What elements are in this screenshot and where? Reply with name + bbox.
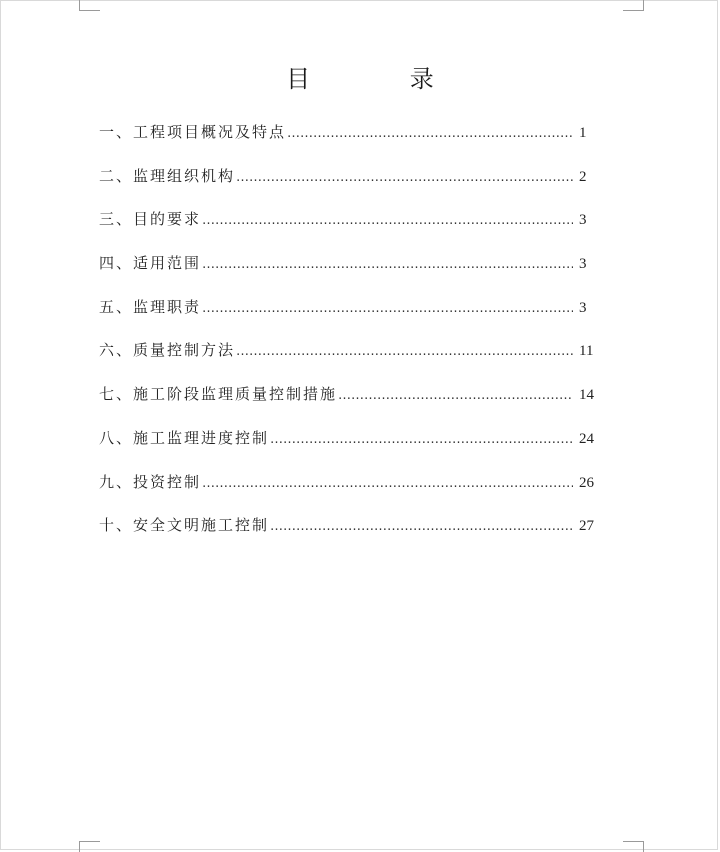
toc-entry-label: 三、目的要求: [99, 210, 202, 229]
toc-entry-page: 3: [579, 299, 587, 316]
toc-entry[interactable]: [99, 471, 597, 515]
toc-entry-label: 七、施工阶段监理质量控制措施: [99, 385, 338, 404]
toc-entry-label: 九、投资控制: [99, 472, 202, 491]
toc-entry[interactable]: [99, 252, 597, 296]
toc-leader-dots: [270, 519, 573, 534]
page-corner-mark-top-left: [79, 0, 100, 11]
toc-entry-label: 二、监理组织机构: [99, 166, 236, 185]
toc-entry[interactable]: [99, 339, 597, 383]
toc-leader-dots: [202, 257, 573, 272]
toc-entry-page: 2: [579, 168, 587, 185]
toc-entry-label: 十、安全文明施工控制: [99, 516, 270, 535]
toc-entry-label: 一、工程项目概况及特点: [99, 123, 287, 141]
toc-leader-dots: [236, 344, 573, 359]
page-corner-mark-bottom-left: [79, 841, 100, 852]
toc-entry-page: 14: [579, 387, 594, 404]
toc-leader-dots: [287, 126, 573, 141]
toc-entry-page: 24: [579, 430, 594, 447]
toc-entry-page: 11: [579, 343, 594, 360]
toc-entry-label: 八、施工监理进度控制: [99, 428, 270, 447]
toc-leader-dots: [270, 432, 573, 447]
toc-entry-page: 26: [579, 474, 594, 491]
toc-entry-page: 3: [579, 212, 587, 229]
toc-leader-dots: [202, 213, 573, 228]
toc-entry-page: 1: [579, 125, 587, 141]
page-corner-mark-bottom-right: [623, 841, 644, 852]
toc-leader-dots: [338, 388, 573, 403]
toc-entry[interactable]: [99, 427, 597, 471]
toc-leader-dots: [202, 476, 573, 491]
toc-entry[interactable]: [99, 121, 597, 165]
toc-entry-label: 六、质量控制方法: [99, 341, 236, 360]
toc-entry-label: 五、监理职责: [99, 297, 202, 316]
toc-entry-label: 四、适用范围: [99, 254, 202, 273]
toc-leader-dots: [202, 301, 573, 316]
page-corner-mark-top-right: [623, 0, 644, 11]
toc-entry-page: 27: [579, 518, 594, 535]
toc-entry[interactable]: [99, 296, 597, 340]
toc-title: 目 录: [286, 65, 480, 93]
toc-entry[interactable]: [99, 165, 597, 209]
toc-entry[interactable]: [99, 208, 597, 252]
toc-leader-dots: [236, 170, 573, 185]
toc-entry[interactable]: [99, 383, 597, 427]
toc-entry[interactable]: [99, 514, 597, 558]
toc-entry-page: 3: [579, 256, 587, 273]
table-of-contents: [99, 121, 597, 558]
